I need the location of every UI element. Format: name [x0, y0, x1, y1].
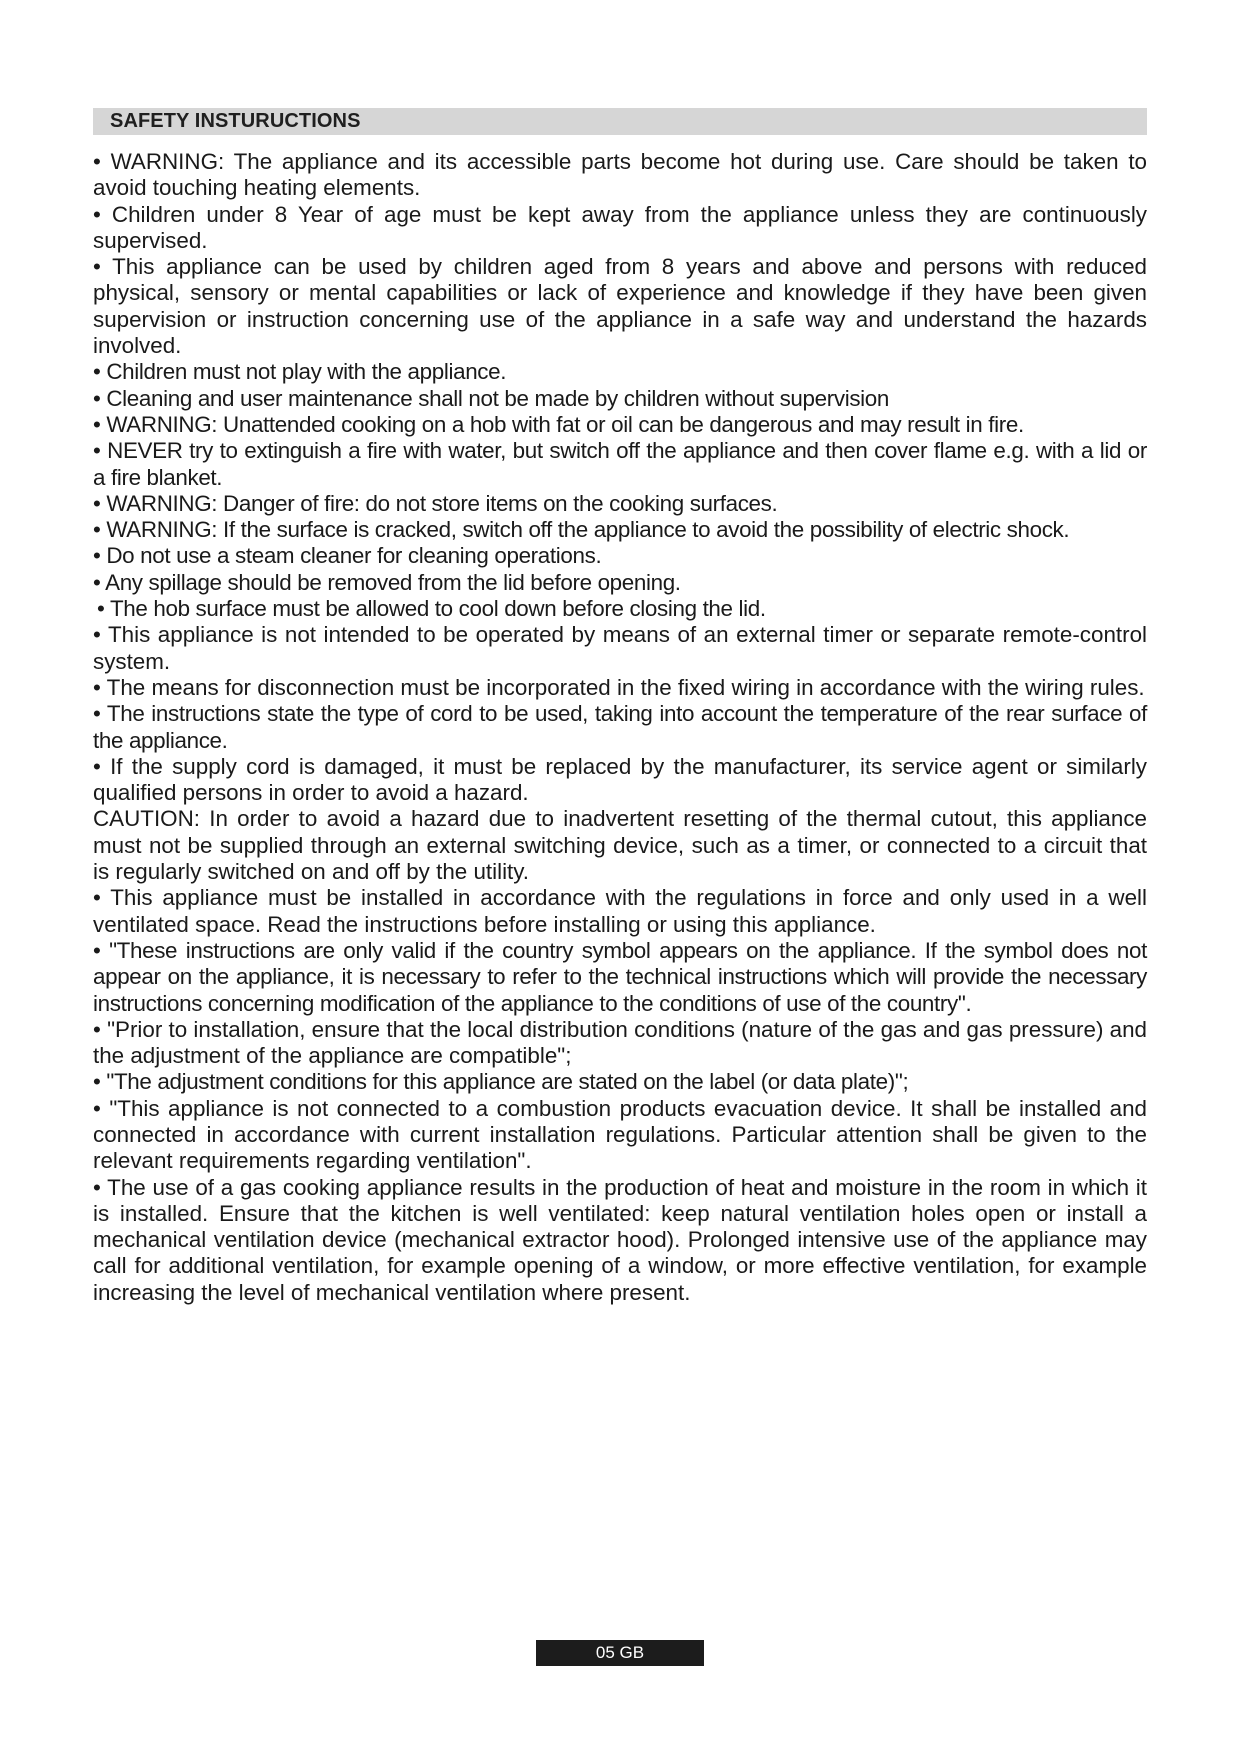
safety-instructions-body	[93, 149, 1147, 1306]
paragraph-external-timer: • This appliance is not intended to be operated by means of an external timer or separate remote-control system.	[93, 622, 1147, 674]
paragraph-extinguish-fire: • NEVER try to extinguish a fire with water, but switch off the appliance and then cover flame e.g. with a lid or a fire blanket.	[93, 438, 1147, 490]
paragraph-children-aged-8-and-above: • This appliance can be used by children aged from 8 years and above and persons with reduced physical, sensory or mental capabilities or lack of experience and knowledge if they have been given supervision or instruction concerning use of the appliance in a safe way and understand the hazards involved.	[93, 254, 1147, 359]
paragraph-damaged-supply-cord: • If the supply cord is damaged, it must be replaced by the manufacturer, its service agent or similarly qualified persons in order to avoid a hazard.	[93, 753, 1147, 806]
page-number-badge: 05 GB	[536, 1640, 704, 1666]
paragraph-installation-regulations: • This appliance must be installed in accordance with the regulations in force and only used in a well ventilated space. Read the instructions before installing or using this appliance.	[93, 885, 1147, 937]
paragraph-children-must-not-play: • Children must not play with the appliance.	[93, 359, 507, 385]
paragraph-spillage: • Any spillage should be removed from the lid before opening.	[93, 569, 681, 595]
paragraph-combustion-evacuation: • "This appliance is not connected to a combustion products evacuation device. It shall be installed and connected in accordance with current installation regulations. Particular attention shall be given to the relevant requirements regarding ventilation".	[93, 1095, 1147, 1174]
paragraph-steam-cleaner: • Do not use a steam cleaner for cleaning operations.	[93, 543, 602, 569]
section-title: SAFETY INSTURUCTIONS	[93, 108, 1147, 135]
paragraph-country-symbol: • "These instructions are only valid if the country symbol appears on the appliance. If the symbol does not appear on the appliance, it is necessary to refer to the technical instructions which will provide the necessary instructions concerning modification of the appliance to the conditions of use of the country".	[93, 937, 1147, 1016]
paragraph-children-under-8: • Children under 8 Year of age must be kept away from the appliance unless they are continuously supervised.	[93, 201, 1147, 253]
paragraph-caution-thermal-cutout: CAUTION: In order to avoid a hazard due to inadvertent resetting of the thermal cutout, this appliance must not be supplied through an external switching device, such as a timer, or connected to a circuit that is regularly switched on and off by the utility.	[93, 806, 1147, 885]
paragraph-danger-of-fire-warning: • WARNING: Danger of fire: do not store items on the cooking surfaces.	[93, 490, 778, 516]
paragraph-prior-to-installation: • "Prior to installation, ensure that the local distribution conditions (nature of the gas and gas pressure) and the adjustment of the appliance are compatible";	[93, 1016, 1147, 1069]
paragraph-unattended-cooking-warning: • WARNING: Unattended cooking on a hob with fat or oil can be dangerous and may result in fire.	[93, 411, 1024, 437]
paragraph-ventilation: • The use of a gas cooking appliance results in the production of heat and moisture in the room in which it is installed. Ensure that the kitchen is well ventilated: keep natural ventilation holes open or install a mechanical ventilation device (mechanical extractor hood). Prolonged intensive use of the appliance may call for additional ventilation, for example opening of a window, or more effective ventilation, for example increasing the level of mechanical ventilation where present.	[93, 1174, 1147, 1305]
paragraph-disconnection-means: • The means for disconnection must be incorporated in the fixed wiring in accordance with the wiring rules.	[93, 674, 1145, 700]
paragraph-cleaning-maintenance: • Cleaning and user maintenance shall not be made by children without supervision	[93, 385, 889, 411]
paragraph-hot-surfaces-warning: • WARNING: The appliance and its accessible parts become hot during use. Care should be taken to avoid touching heating elements.	[93, 149, 1147, 201]
paragraph-cracked-surface-warning: • WARNING: If the surface is cracked, switch off the appliance to avoid the possibility of electric shock.	[93, 517, 1070, 543]
paragraph-cord-type: • The instructions state the type of cord to be used, taking into account the temperature of the rear surface of the appliance.	[93, 701, 1147, 753]
paragraph-hob-cool-down: • The hob surface must be allowed to cool down before closing the lid.	[97, 596, 766, 622]
paragraph-adjustment-conditions: • "The adjustment conditions for this appliance are stated on the label (or data plate)";	[93, 1069, 909, 1095]
